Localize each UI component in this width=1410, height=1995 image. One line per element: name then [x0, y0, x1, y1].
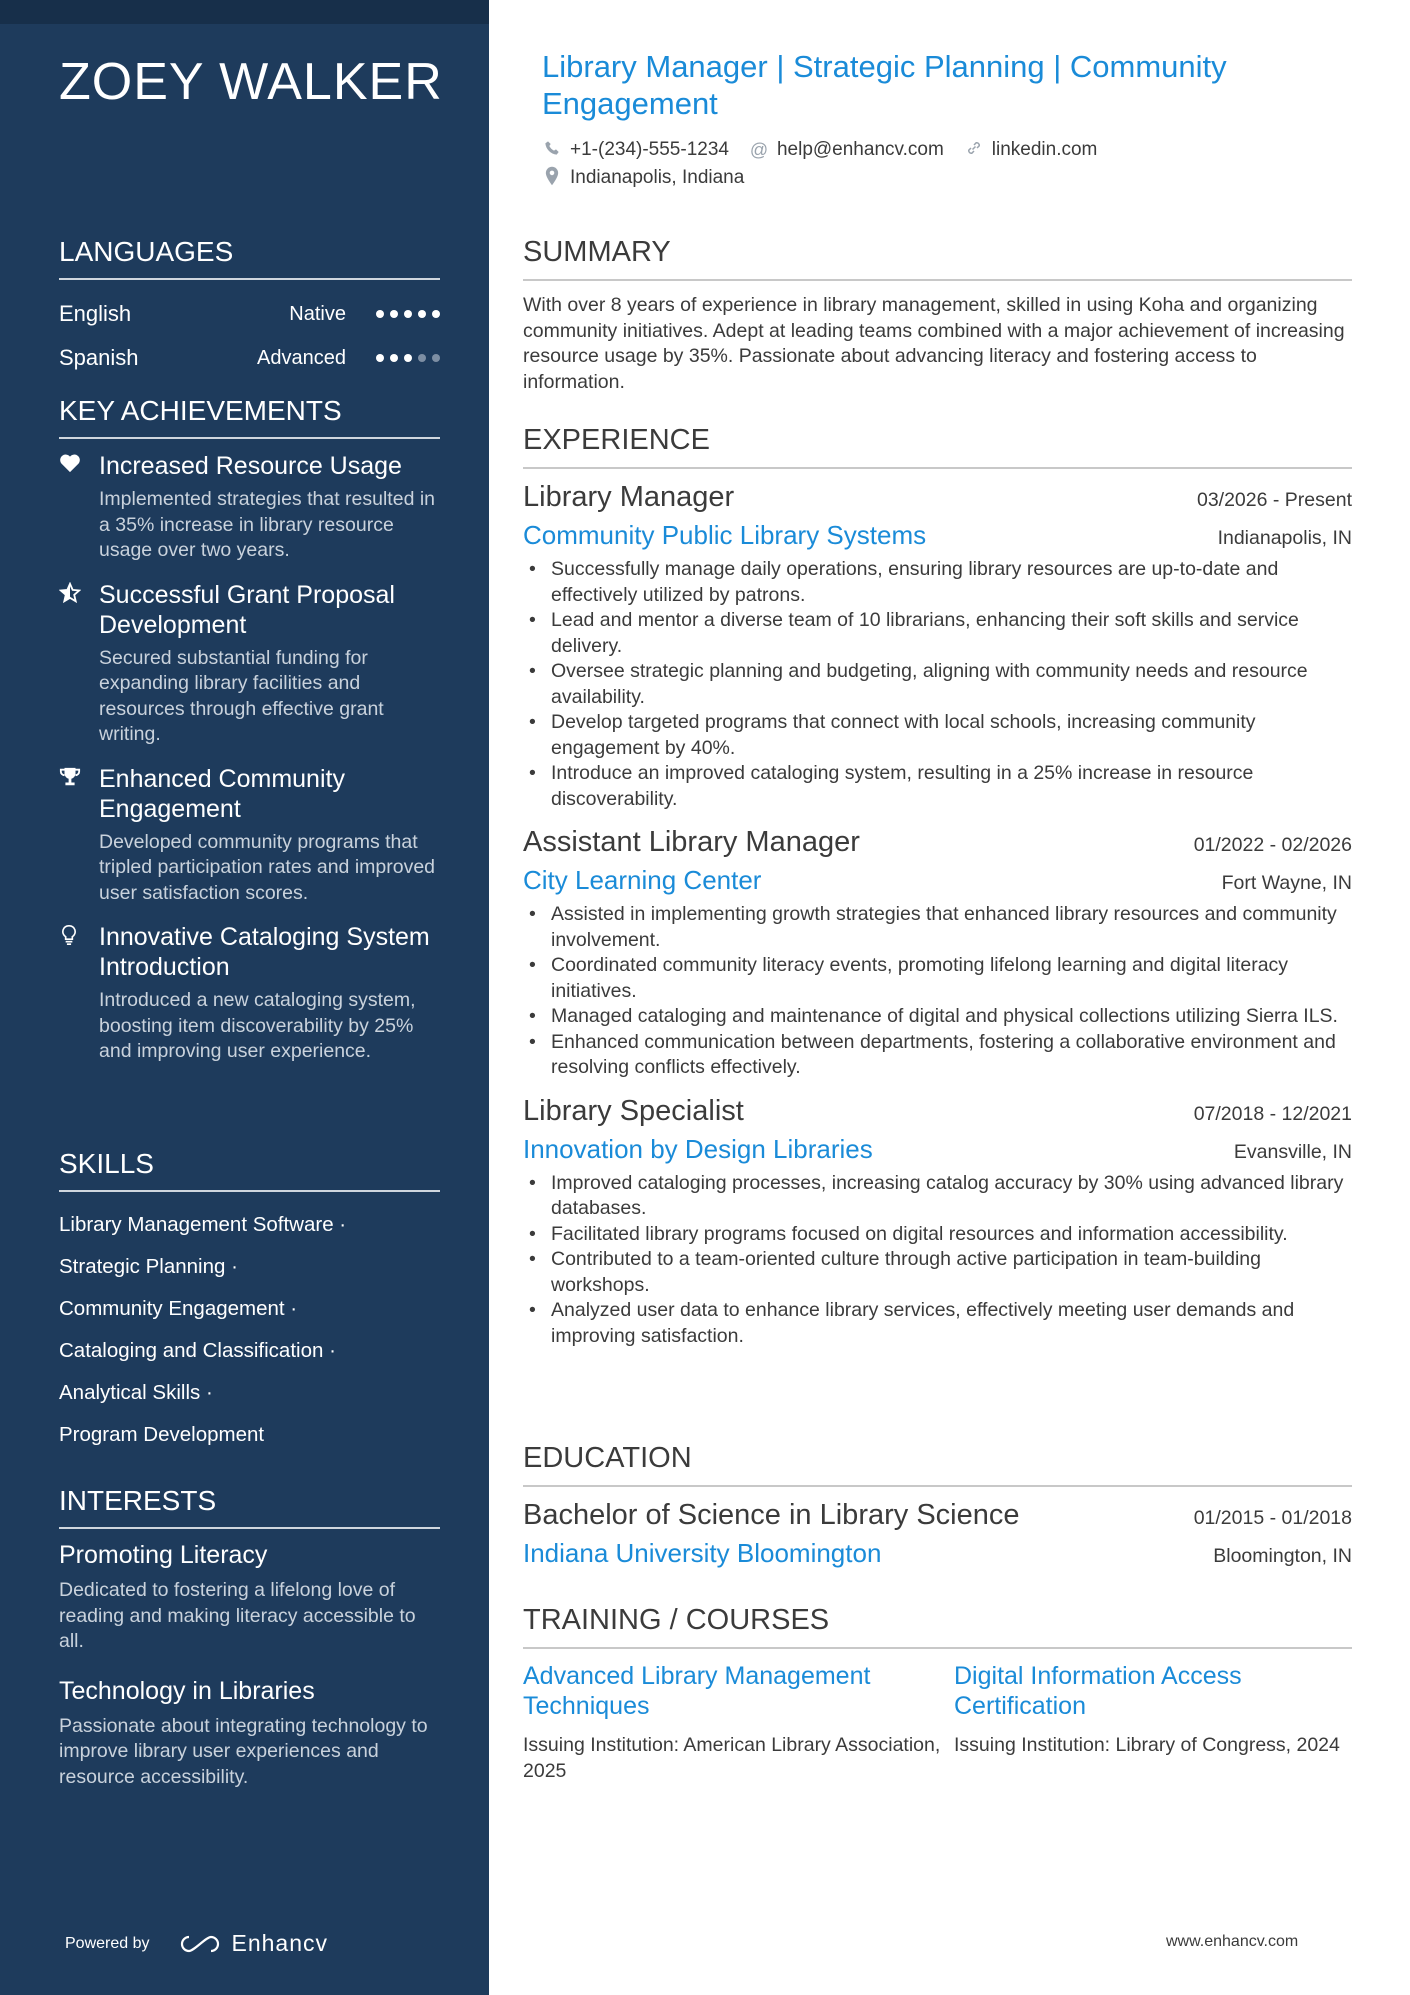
dot-filled [432, 310, 440, 318]
achievement-title: Enhanced Community Engagement [99, 764, 345, 823]
dot-filled [390, 354, 398, 362]
job-bullets [523, 902, 1352, 1081]
achievements-section [59, 395, 440, 1081]
star-icon [59, 580, 99, 748]
job-bullet: • Introduce an improved cataloging system, resulting in a 25% increase in resource discoverability. [523, 761, 1352, 812]
skill-item: Analytical Skills · [59, 1381, 213, 1404]
brand-name: Enhancv [231, 1930, 329, 1956]
training-title: TRAINING / COURSES [523, 1604, 1352, 1649]
job-bullet: • Coordinated community literacy events, promoting lifelong learning and digital literacy initiatives. [523, 953, 1352, 1004]
proficiency-dots [376, 310, 440, 318]
job-date: 03/2026 - Present [1196, 489, 1352, 511]
achievement-desc: Implemented strategies that resulted in a 35% increase in library resource usage over two years. [99, 488, 436, 561]
at-icon: @ [749, 139, 769, 160]
skills-section [59, 1148, 440, 1456]
interest-title: Promoting Literacy [59, 1541, 268, 1569]
job-location: Fort Wayne, IN [1221, 872, 1352, 894]
experience-section [523, 424, 1352, 1363]
job-entry [523, 481, 1352, 812]
education-title: EDUCATION [523, 1442, 1352, 1487]
summary-title: SUMMARY [523, 236, 1352, 281]
dot-filled [390, 310, 398, 318]
experience-title: EXPERIENCE [523, 424, 1352, 469]
sidebar [0, 0, 489, 1995]
school-location: Bloomington, IN [1213, 1545, 1352, 1567]
job-bullet: • Facilitated library programs focused on digital resources and information accessibility. [523, 1222, 1352, 1248]
linkedin-text: linkedin.com [991, 139, 1098, 160]
interest-title: Technology in Libraries [59, 1676, 315, 1705]
enhancv-logo[interactable] [178, 1930, 329, 1957]
language-level: Advanced [257, 346, 346, 369]
job-bullet: • Managed cataloging and maintenance of digital and physical collections utilizing Sierra ILS. [523, 1004, 1352, 1030]
course-title: Digital Information Access Certification [954, 1662, 1242, 1720]
skill-item: Community Engagement · [59, 1297, 298, 1320]
achievement-title: Innovative Cataloging System Introduction [99, 923, 430, 981]
language-row [59, 336, 440, 380]
course-item [954, 1661, 1352, 1784]
contact-info [542, 136, 1342, 192]
skills-title: SKILLS [59, 1148, 440, 1192]
interest-desc: Dedicated to fostering a lifelong love of reading and making literacy accessible to all. [59, 1579, 416, 1652]
job-bullet: • Successfully manage daily operations, ensuring library resources are up-to-date and effectively utilized by patrons. [523, 557, 1352, 608]
achievement-item [59, 580, 440, 748]
skill-item: Program Development [59, 1423, 265, 1446]
linkedin-contact[interactable] [964, 139, 1098, 162]
job-bullets [523, 1171, 1352, 1350]
interest-desc: Passionate about integrating technology to improve library user experiences and resource accessibility. [59, 1714, 428, 1788]
achievement-desc: Secured substantial funding for expanding library facilities and resources through effective grant writing. [99, 646, 384, 745]
job-company: Innovation by Design Libraries [523, 1133, 873, 1164]
language-name: English [59, 301, 132, 326]
job-location: Indianapolis, IN [1217, 527, 1352, 549]
achievement-title: Successful Grant Proposal Development [99, 580, 395, 639]
email-contact[interactable] [749, 139, 944, 161]
email-text: help@enhancv.com [776, 139, 944, 160]
achievement-title: Increased Resource Usage [99, 452, 402, 480]
headline: Library Manager | Strategic Planning | Community Engagement [542, 49, 1227, 121]
job-bullet: • Analyzed user data to enhance library services, effectively meeting user demands and improving satisfaction. [523, 1298, 1352, 1349]
job-title: Assistant Library Manager [523, 826, 860, 858]
job-date: 07/2018 - 12/2021 [1193, 1102, 1352, 1125]
job-title: Library Manager [523, 481, 735, 513]
job-bullet: • Enhanced communication between departments, fostering a collaborative environment and resolving conflicts effectively. [523, 1030, 1352, 1081]
dot-filled [404, 354, 412, 362]
trophy-icon [59, 764, 99, 907]
interests-section [59, 1485, 440, 1812]
achievement-desc: Developed community programs that tripled participation rates and improved user satisfaction scores. [99, 830, 436, 904]
location-contact [542, 166, 744, 191]
achievement-item [59, 764, 440, 907]
achievements-title: KEY ACHIEVEMENTS [59, 395, 440, 439]
job-title: Library Specialist [523, 1094, 744, 1127]
course-title: Advanced Library Management Techniques [523, 1662, 871, 1720]
languages-section [59, 236, 440, 380]
achievement-item [59, 922, 440, 1065]
phone-text: +1-(234)-555-1234 [570, 139, 729, 160]
job-location: Evansville, IN [1233, 1140, 1352, 1163]
powered-by [65, 1930, 328, 1957]
course-desc: Issuing Institution: American Library Association, 2025 [523, 1734, 941, 1782]
phone-icon [542, 140, 562, 161]
job-bullet: • Lead and mentor a diverse team of 10 librarians, enhancing their soft skills and service delivery. [523, 608, 1352, 659]
skill-item: Cataloging and Classification · [59, 1339, 336, 1362]
enhancv-logo-icon [178, 1933, 222, 1955]
job-bullet: • Oversee strategic planning and budgeting, aligning with community needs and resource availability. [523, 659, 1352, 710]
education-date: 01/2015 - 01/2018 [1193, 1507, 1352, 1529]
job-bullets [523, 557, 1352, 812]
skill-item: Library Management Software · [59, 1213, 347, 1236]
summary-text: With over 8 years of experience in library management, skilled in using Koha and organizing community initiatives. Adept at leading teams combined with a major achievement of increasing resource usage by 35%. Passionate about advancing literacy and fostering access to information. [523, 294, 1345, 393]
location-text: Indianapolis, Indiana [570, 167, 745, 188]
course-item [523, 1661, 954, 1784]
job-date: 01/2022 - 02/2026 [1193, 834, 1352, 856]
languages-title: LANGUAGES [59, 236, 440, 280]
language-row [59, 292, 440, 336]
dot-filled [376, 310, 384, 318]
sidebar-top-bar [0, 0, 489, 24]
dot-empty [432, 354, 440, 362]
job-bullet: • Develop targeted programs that connect with local schools, increasing community engagement by 40%. [523, 710, 1352, 761]
job-bullet: • Improved cataloging processes, increasing catalog accuracy by 30% using advanced library databases. [523, 1171, 1352, 1222]
lightbulb-icon [59, 922, 99, 1065]
job-bullet: • Assisted in implementing growth strategies that enhanced library resources and community involvement. [523, 902, 1352, 953]
job-company: City Learning Center [523, 865, 762, 895]
proficiency-dots [376, 354, 440, 362]
course-desc: Issuing Institution: Library of Congress, 2024 [954, 1734, 1340, 1756]
job-company: Community Public Library Systems [523, 520, 927, 550]
location-pin-icon [542, 166, 562, 191]
contact-row [542, 136, 1342, 164]
heart-icon [59, 451, 99, 564]
candidate-name: ZOEY WALKER [59, 53, 443, 111]
job-entry [523, 1095, 1352, 1350]
contact-row [542, 164, 1342, 192]
language-level: Native [289, 302, 346, 325]
achievement-desc: Introduced a new cataloging system, boosting item discoverability by 25% and improving user experience. [99, 989, 416, 1062]
summary-section [523, 236, 1352, 395]
footer-url[interactable]: www.enhancv.com [1166, 1933, 1299, 1950]
phone-contact[interactable] [542, 139, 729, 161]
job-entry [523, 826, 1352, 1081]
dot-filled [376, 354, 384, 362]
dot-filled [418, 310, 426, 318]
dot-empty [418, 354, 426, 362]
degree: Bachelor of Science in Library Science [523, 1499, 1020, 1531]
school: Indiana University Bloomington [523, 1538, 882, 1568]
powered-by-label: Powered by [65, 1934, 150, 1952]
language-name: Spanish [59, 345, 139, 370]
dot-filled [404, 310, 412, 318]
link-icon [964, 139, 984, 162]
skill-item: Strategic Planning · [59, 1255, 238, 1278]
interests-title: INTERESTS [59, 1485, 440, 1529]
training-section [523, 1604, 1352, 1784]
achievement-item [59, 451, 440, 564]
education-section [523, 1442, 1352, 1569]
job-bullet: • Contributed to a team-oriented culture through active participation in team-building workshops. [523, 1247, 1352, 1298]
